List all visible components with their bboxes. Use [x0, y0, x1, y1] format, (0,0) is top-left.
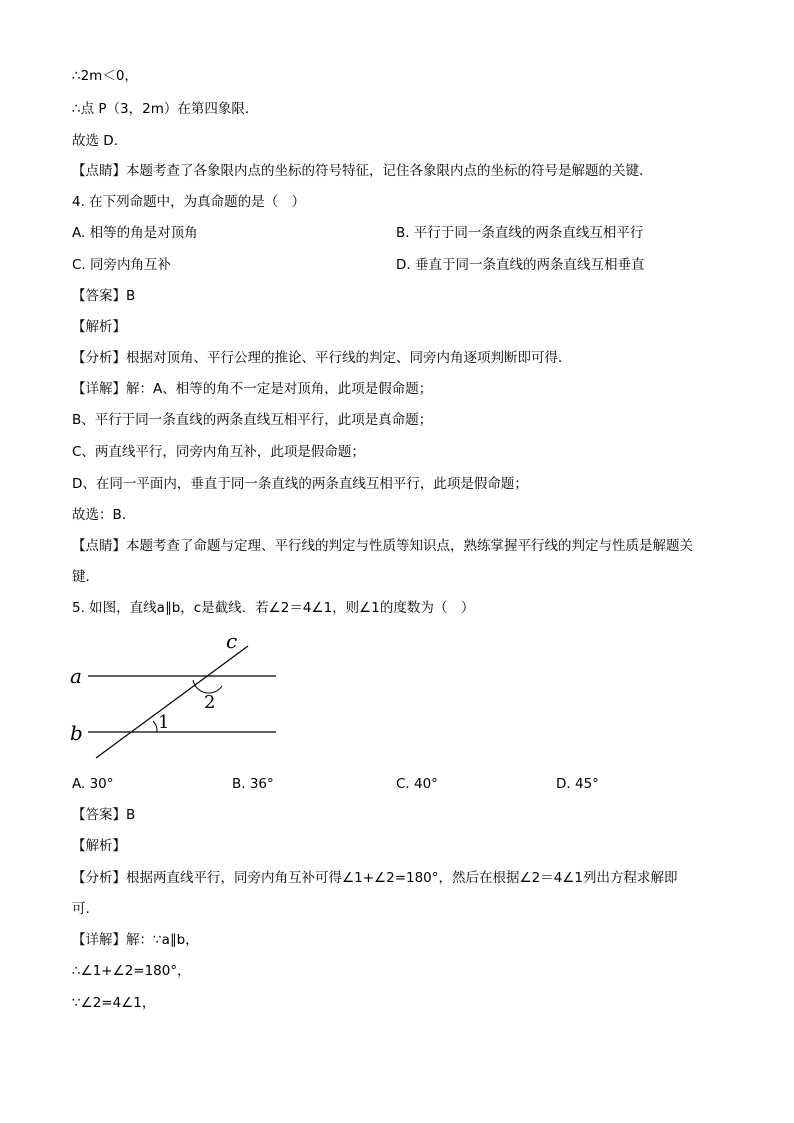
line-3: 故选 D．: [72, 133, 128, 149]
q5-detail-2: ∴∠1+∠2=180°，: [72, 963, 191, 979]
q5-option-c: C. 40°: [396, 776, 438, 792]
question-4-stem: 4. 在下列命题中，为真命题的是（ ）: [72, 194, 306, 210]
parallel-lines-figure: [60, 628, 290, 768]
q4-option-c: C. 同旁内角互补: [72, 257, 172, 273]
q5-detail-3: ∵∠2=4∠1，: [72, 995, 156, 1011]
q5-detail-1: 【详解】解：∵a∥b，: [72, 932, 199, 948]
q4-analysis-heading: 【解析】: [72, 319, 126, 335]
q4-detail-3: C、两直线平行，同旁内角互补，此项是假命题；: [72, 444, 365, 460]
q4-option-d: D. 垂直于同一条直线的两条直线互相垂直: [396, 257, 645, 273]
label-a: a: [70, 664, 82, 688]
q4-comment-2: 键．: [72, 569, 99, 585]
q4-comment-1: 【点睛】本题考查了命题与定理、平行线的判定与性质等知识点，熟练掌握平行线的判定与性质是解题关: [72, 538, 693, 554]
q4-detail-2: B、平行于同一条直线的两条直线互相平行，此项是真命题；: [72, 412, 433, 428]
line-1: ∴2m＜0，: [72, 68, 138, 84]
line-4: 【点睛】本题考查了各象限内点的坐标的符号特征，记住各象限内点的坐标的符号是解题的关键.: [72, 163, 644, 179]
q4-option-a: A. 相等的角是对顶角: [72, 225, 198, 241]
q4-answer: 【答案】B: [72, 288, 136, 304]
q5-analysis-heading: 【解析】: [72, 838, 126, 854]
question-5-stem: 5. 如图，直线a∥b，c是截线．若∠2＝4∠1，则∠1的度数为（ ）: [72, 600, 475, 616]
q4-option-b: B. 平行于同一条直线的两条直线互相平行: [396, 225, 644, 241]
angle-1-arc: [153, 721, 157, 732]
q5-option-b: B. 36°: [232, 776, 274, 792]
q5-analysis-1: 【分析】根据两直线平行，同旁内角互补可得∠1+∠2=180°，然后在根据∠2＝4∠1列出方程求解即: [72, 870, 678, 886]
q5-option-a: A. 30°: [72, 776, 114, 792]
transversal-c: [96, 646, 248, 758]
q4-detail-1: 【详解】解：A、相等的角不一定是对顶角，此项是假命题；: [72, 381, 433, 397]
label-1: 1: [158, 712, 170, 733]
q4-detail-4: D、在同一平面内，垂直于同一条直线的两条直线互相平行，此项是假命题；: [72, 476, 528, 492]
q5-answer: 【答案】B: [72, 807, 136, 823]
q4-choice: 故选：B．: [72, 507, 136, 523]
q4-analysis: 【分析】根据对顶角、平行公理的推论、平行线的判定、同旁内角逐项判断即可得．: [72, 350, 572, 366]
label-c: c: [226, 629, 238, 653]
q5-analysis-2: 可．: [72, 901, 99, 917]
label-2: 2: [204, 692, 216, 713]
q5-option-d: D. 45°: [556, 776, 599, 792]
line-2: ∴点 P（3，2m）在第四象限．: [72, 101, 259, 117]
label-b: b: [70, 721, 83, 745]
